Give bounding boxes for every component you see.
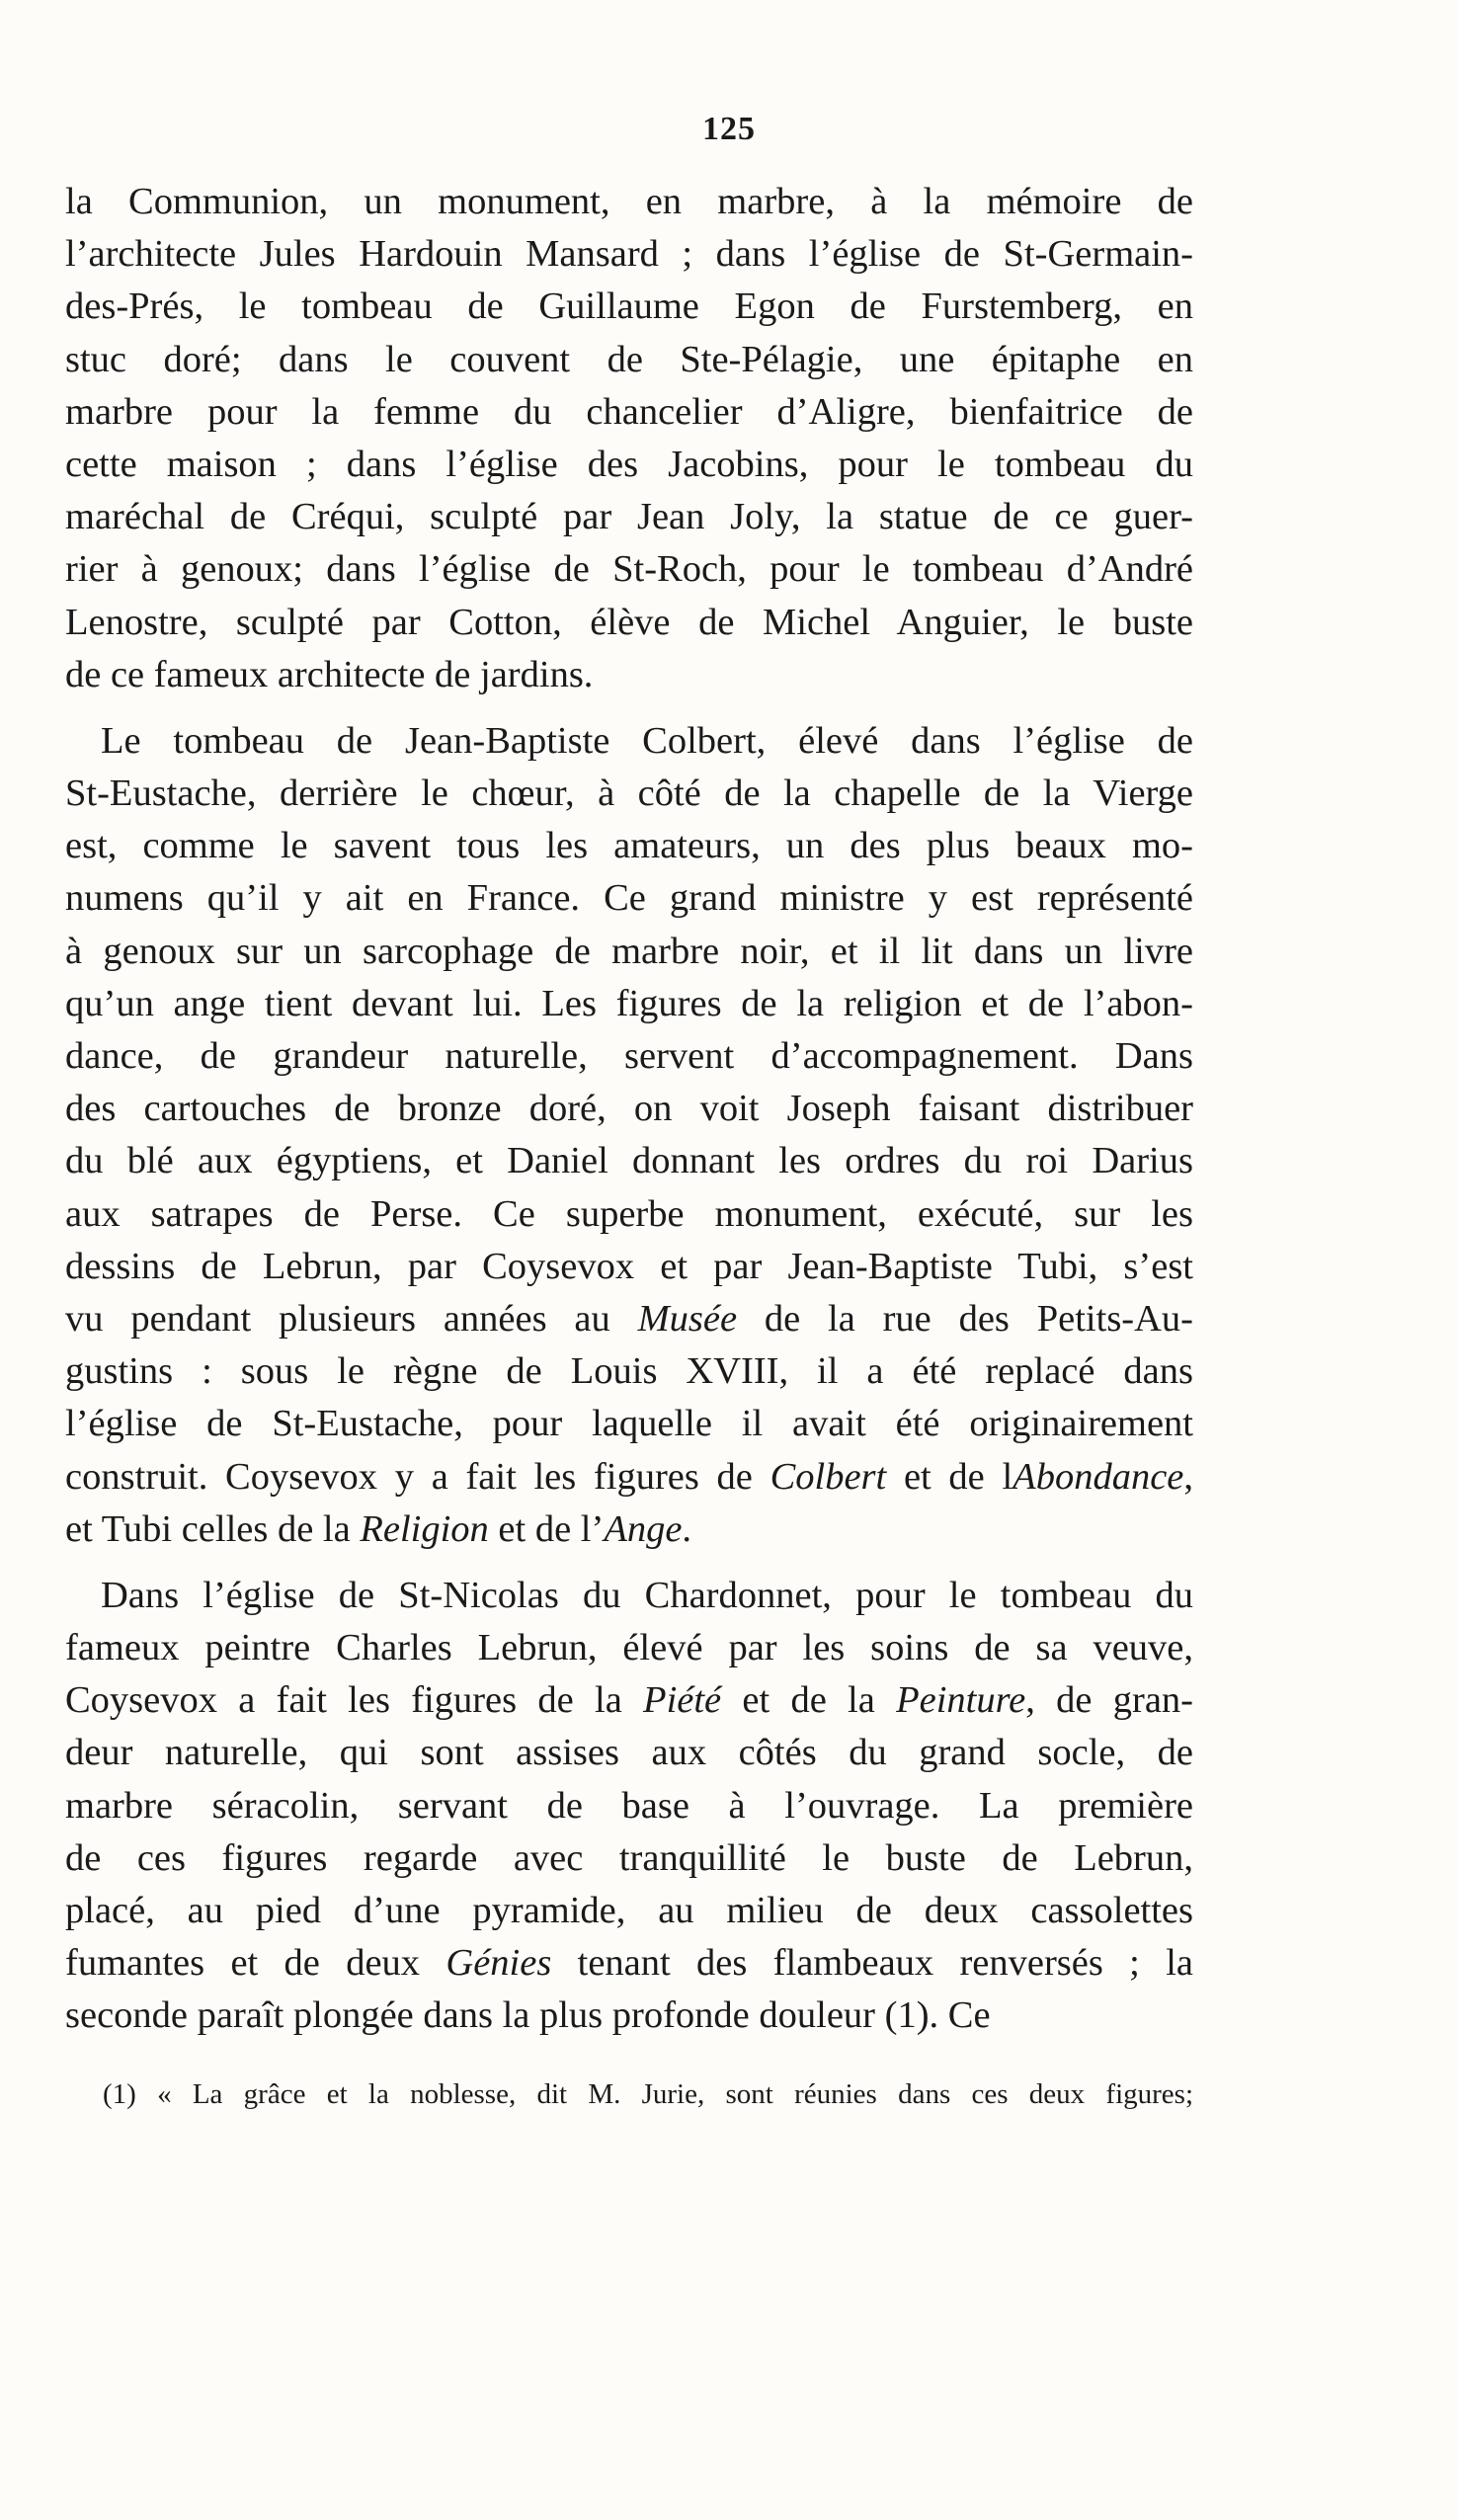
text-line: des cartouches de bronze doré, on voit Joseph faisant distribuer: [65, 1088, 1193, 1130]
text-line: seconde paraît plongée dans la plus profonde douleur (1). Ce: [65, 1994, 991, 2037]
text-line: construit. Coysevox y a fait les figures de Colbert et de lAbondance,: [65, 1455, 1193, 1498]
text-line: de ces figures regarde avec tranquillité le buste de Lebrun,: [65, 1836, 1193, 1879]
text-line: qu’un ange tient devant lui. Les figures de la religion et de l’abon-: [65, 982, 1193, 1024]
text-line: à genoux sur un sarcophage de marbre noir, et il lit dans un livre: [65, 930, 1193, 972]
text-line: numens qu’il y ait en France. Ce grand ministre y est représenté: [65, 877, 1193, 920]
text-line: Dans l’église de St-Nicolas du Chardonnet, pour le tombeau du: [101, 1574, 1193, 1616]
text-line: la Communion, un monument, en marbre, à la mémoire de: [65, 181, 1193, 222]
text-line: St-Eustache, derrière le chœur, à côté de la chapelle de la Vierge: [65, 772, 1193, 815]
text-line: fameux peintre Charles Lebrun, élevé par les soins de sa veuve,: [65, 1627, 1193, 1669]
text-line: placé, au pied d’une pyramide, au milieu de deux cassolettes: [65, 1890, 1193, 1931]
text-line: des-Prés, le tombeau de Guillaume Egon de Furstemberg, en: [65, 285, 1193, 328]
text-line: et Tubi celles de la Religion et de l’Ange.: [65, 1507, 692, 1550]
text-line: gustins : sous le règne de Louis XVIII, il a été replacé dans: [65, 1350, 1193, 1393]
text-line: marbre séracolin, servant de base à l’ouvrage. La première: [65, 1784, 1193, 1827]
text-line: cette maison ; dans l’église des Jacobins, pour le tombeau du: [65, 443, 1193, 485]
text-line: Le tombeau de Jean-Baptiste Colbert, élevé dans l’église de: [101, 719, 1193, 762]
text-line: de ce fameux architecte de jardins.: [65, 653, 594, 695]
text-line: dance, de grandeur naturelle, servent d’accompagnement. Dans: [65, 1035, 1193, 1077]
body-text: [65, 176, 1193, 2043]
text-line: l’architecte Jules Hardouin Mansard ; dans l’église de St-Germain-: [65, 233, 1193, 276]
text-line: vu pendant plusieurs années au Musée de la rue des Petits-Au-: [65, 1297, 1193, 1340]
text-line: aux satrapes de Perse. Ce superbe monument, exécuté, sur les: [65, 1192, 1193, 1235]
text-line: du blé aux égyptiens, et Daniel donnant les ordres du roi Darius: [65, 1140, 1193, 1182]
text-line: dessins de Lebrun, par Coysevox et par Jean-Baptiste Tubi, s’est: [65, 1245, 1193, 1287]
text-line: l’église de St-Eustache, pour laquelle il avait été originairement: [65, 1403, 1193, 1445]
text-line: stuc doré; dans le couvent de Ste-Pélagie, une épitaphe en: [65, 338, 1193, 380]
page-number: 125: [702, 111, 756, 147]
text-line: Lenostre, sculpté par Cotton, élève de Michel Anguier, le buste: [65, 601, 1193, 643]
text-line: fumantes et de deux Génies tenant des flambeaux renversés ; la: [65, 1942, 1193, 1985]
text-line: est, comme le savent tous les amateurs, un des plus beaux mo-: [65, 825, 1193, 867]
text-line: deur naturelle, qui sont assises aux côtés du grand socle, de: [65, 1732, 1193, 1774]
text-line: marbre pour la femme du chancelier d’Aligre, bienfaitrice de: [65, 390, 1193, 433]
paragraph: [65, 1570, 1193, 2043]
text-line: maréchal de Créqui, sculpté par Jean Joly, la statue de ce guer-: [65, 496, 1193, 538]
text-line: rier à genoux; dans l’église de St-Roch, pour le tombeau d’André: [65, 548, 1193, 591]
text-line: Coysevox a fait les figures de la Piété et de la Peinture, de gran-: [65, 1679, 1193, 1722]
footnote: (1) « La grâce et la noblesse, dit M. Jurie, sont réunies dans ces deux figures;: [103, 2078, 1193, 2110]
paragraph: [65, 176, 1193, 701]
paragraph: [65, 715, 1193, 1556]
